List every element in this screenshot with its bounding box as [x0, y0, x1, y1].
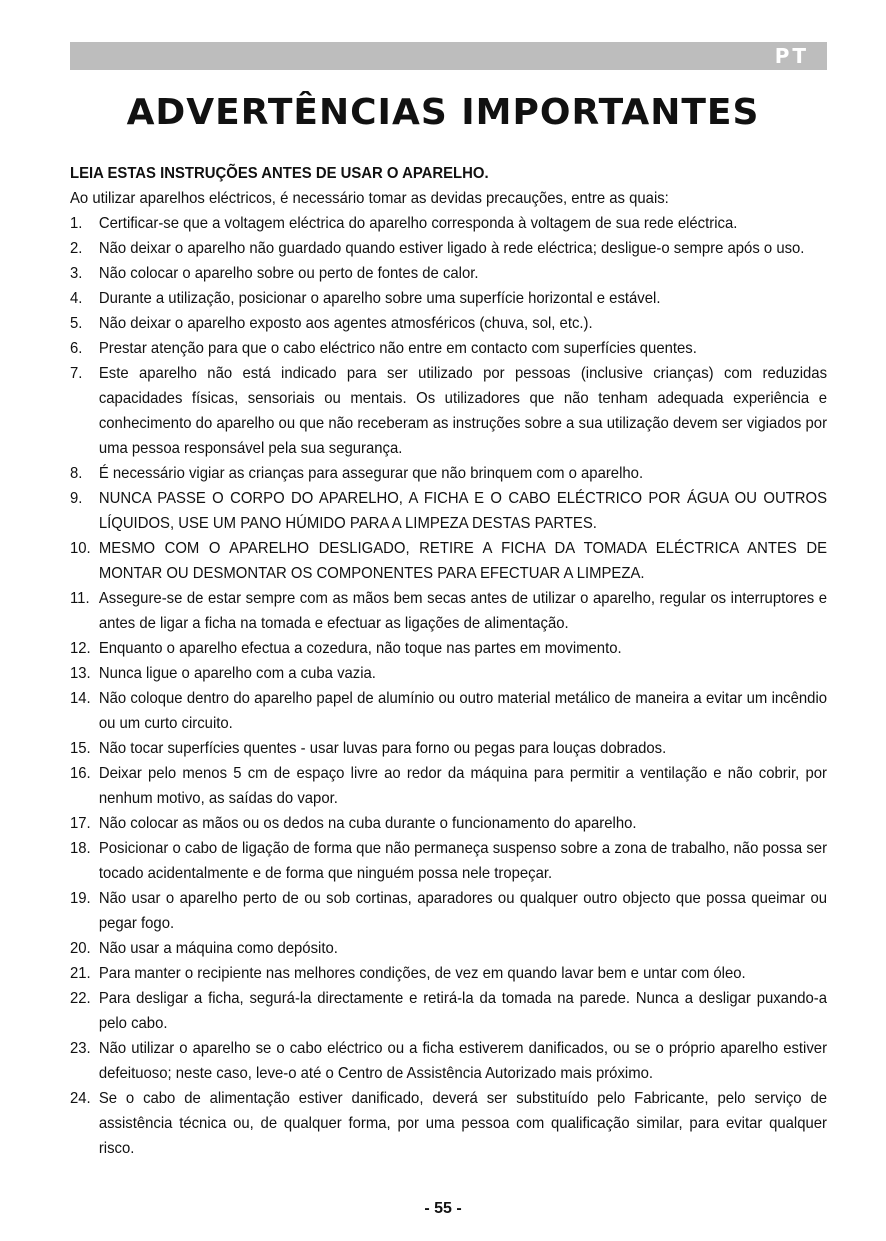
item-text: Não colocar o aparelho sobre ou perto de fontes de calor.: [98, 265, 479, 282]
item-number: 22.: [70, 990, 91, 1007]
list-item: [70, 261, 827, 286]
list-item: [70, 886, 827, 936]
item-number: 12.: [70, 640, 91, 657]
item-number: 18.: [70, 840, 91, 857]
list-item: [70, 311, 827, 336]
item-number: 20.: [70, 940, 91, 957]
item-number: 14.: [70, 690, 91, 707]
item-text: Posicionar o cabo de ligação de forma que não permaneça suspenso sobre a zona de trabalho, não possa ser tocado acidentalmente e de forma que ninguém possa nele tropeçar.: [98, 840, 828, 882]
list-item: [70, 211, 827, 236]
list-item: [70, 836, 827, 886]
item-number: 16.: [70, 765, 91, 782]
list-item: [70, 286, 827, 311]
list-item: [70, 586, 827, 636]
item-number: 10.: [70, 540, 91, 557]
item-text: Prestar atenção para que o cabo eléctrico não entre em contacto com superfícies quentes.: [98, 340, 697, 357]
item-number: 19.: [70, 890, 91, 907]
language-header-bar: [70, 42, 827, 70]
list-item: [70, 336, 827, 361]
item-number: 6.: [70, 340, 83, 357]
item-text: Não utilizar o aparelho se o cabo eléctrico ou a ficha estiverem danificados, ou se o próprio aparelho estiver defeituoso; neste caso, leve-o até o Centro de Assistência Autorizado mais próximo.: [98, 1040, 828, 1082]
intro-text: Ao utilizar aparelhos eléctricos, é necessário tomar as devidas precauções, entre as quais:: [70, 190, 669, 207]
list-item: [70, 536, 827, 586]
list-item: [70, 811, 827, 836]
list-item: [70, 686, 827, 736]
item-number: 7.: [70, 365, 83, 382]
item-text: Assegure-se de estar sempre com as mãos bem secas antes de utilizar o aparelho, regular os interruptores e antes de ligar a ficha na tomada e efectuar as ligações de alimentação.: [98, 590, 828, 632]
item-text: Nunca ligue o aparelho com a cuba vazia.: [98, 665, 376, 682]
item-number: 24.: [70, 1090, 91, 1107]
item-text: Para manter o recipiente nas melhores condições, de vez em quando lavar bem e untar com óleo.: [98, 965, 746, 982]
item-number: 11.: [70, 590, 90, 607]
list-item: [70, 1036, 827, 1086]
section-heading: LEIA ESTAS INSTRUÇÕES ANTES DE USAR O APARELHO.: [70, 165, 489, 182]
list-item: [70, 236, 827, 261]
item-number: 23.: [70, 1040, 91, 1057]
list-item: [70, 636, 827, 661]
item-text: Não colocar as mãos ou os dedos na cuba durante o funcionamento do aparelho.: [98, 815, 637, 832]
page-title: ADVERTÊNCIAS IMPORTANTES: [126, 92, 760, 133]
item-number: 15.: [70, 740, 91, 757]
item-number: 13.: [70, 665, 91, 682]
item-text: Este aparelho não está indicado para ser utilizado por pessoas (inclusive crianças) com reduzidas capacidades físicas, sensoriais ou mentais. Os utilizadores que não tenham adequada experiência e conhecimento do aparelho ou que não receberam as instruções sobre a sua utilização devem ser vigiados por uma pessoa responsável pela sua segurança.: [98, 365, 828, 457]
item-text: Não usar o aparelho perto de ou sob cortinas, aparadores ou qualquer outro objecto que possa queimar ou pegar fogo.: [98, 890, 828, 932]
item-number: 2.: [70, 240, 83, 257]
item-text: Se o cabo de alimentação estiver danificado, deverá ser substituído pelo Fabricante, pelo serviço de assistência técnica ou, de qualquer forma, por uma pessoa com qualificação similar, para evitar qualquer risco.: [98, 1090, 828, 1157]
language-badge: PT: [774, 44, 809, 68]
list-item: [70, 736, 827, 761]
item-text: Deixar pelo menos 5 cm de espaço livre ao redor da máquina para permitir a ventilação e não cobrir, por nenhum motivo, as saídas do vapor.: [98, 765, 828, 807]
item-number: 4.: [70, 290, 83, 307]
list-item: [70, 961, 827, 986]
list-item: [70, 661, 827, 686]
page-number: - 55 -: [424, 1200, 462, 1217]
list-item: [70, 1086, 827, 1161]
item-number: 17.: [70, 815, 91, 832]
item-text: MESMO COM O APARELHO DESLIGADO, RETIRE A FICHA DA TOMADA ELÉCTRICA ANTES DE MONTAR OU DESMONTAR OS COMPONENTES PARA EFECTUAR A LIMPEZA.: [98, 540, 828, 582]
item-text: Enquanto o aparelho efectua a cozedura, não toque nas partes em movimento.: [98, 640, 622, 657]
item-text: Não tocar superfícies quentes - usar luvas para forno ou pegas para louças dobrados.: [98, 740, 667, 757]
item-text: NUNCA PASSE O CORPO DO APARELHO, A FICHA E O CABO ELÉCTRICO POR ÁGUA OU OUTROS LÍQUIDOS, USE UM PANO HÚMIDO PARA A LIMPEZA DESTAS PARTES.: [98, 490, 828, 532]
item-text: Para desligar a ficha, segurá-la directamente e retirá-la da tomada na parede. Nunca a desligar puxando-a pelo cabo.: [98, 990, 828, 1032]
item-number: 3.: [70, 265, 83, 282]
list-item: [70, 936, 827, 961]
warnings-list: [70, 211, 827, 1161]
item-number: 8.: [70, 465, 83, 482]
list-item: [70, 486, 827, 536]
item-text: Não coloque dentro do aparelho papel de alumínio ou outro material metálico de maneira a evitar um incêndio ou um curto circuito.: [98, 690, 828, 732]
item-text: Não deixar o aparelho exposto aos agentes atmosféricos (chuva, sol, etc.).: [98, 315, 593, 332]
item-text: É necessário vigiar as crianças para assegurar que não brinquem com o aparelho.: [98, 465, 644, 482]
item-number: 5.: [70, 315, 83, 332]
warnings-content: [70, 161, 827, 1161]
item-number: 1.: [70, 215, 83, 232]
item-number: 21.: [70, 965, 91, 982]
list-item: [70, 361, 827, 461]
item-text: Certificar-se que a voltagem eléctrica do aparelho corresponda à voltagem de sua rede eléctrica.: [98, 215, 738, 232]
item-text: Durante a utilização, posicionar o aparelho sobre uma superfície horizontal e estável.: [98, 290, 661, 307]
list-item: [70, 761, 827, 811]
item-text: Não usar a máquina como depósito.: [98, 940, 338, 957]
item-number: 9.: [70, 490, 83, 507]
list-item: [70, 461, 827, 486]
item-text: Não deixar o aparelho não guardado quando estiver ligado à rede eléctrica; desligue-o sempre após o uso.: [98, 240, 805, 257]
list-item: [70, 986, 827, 1036]
